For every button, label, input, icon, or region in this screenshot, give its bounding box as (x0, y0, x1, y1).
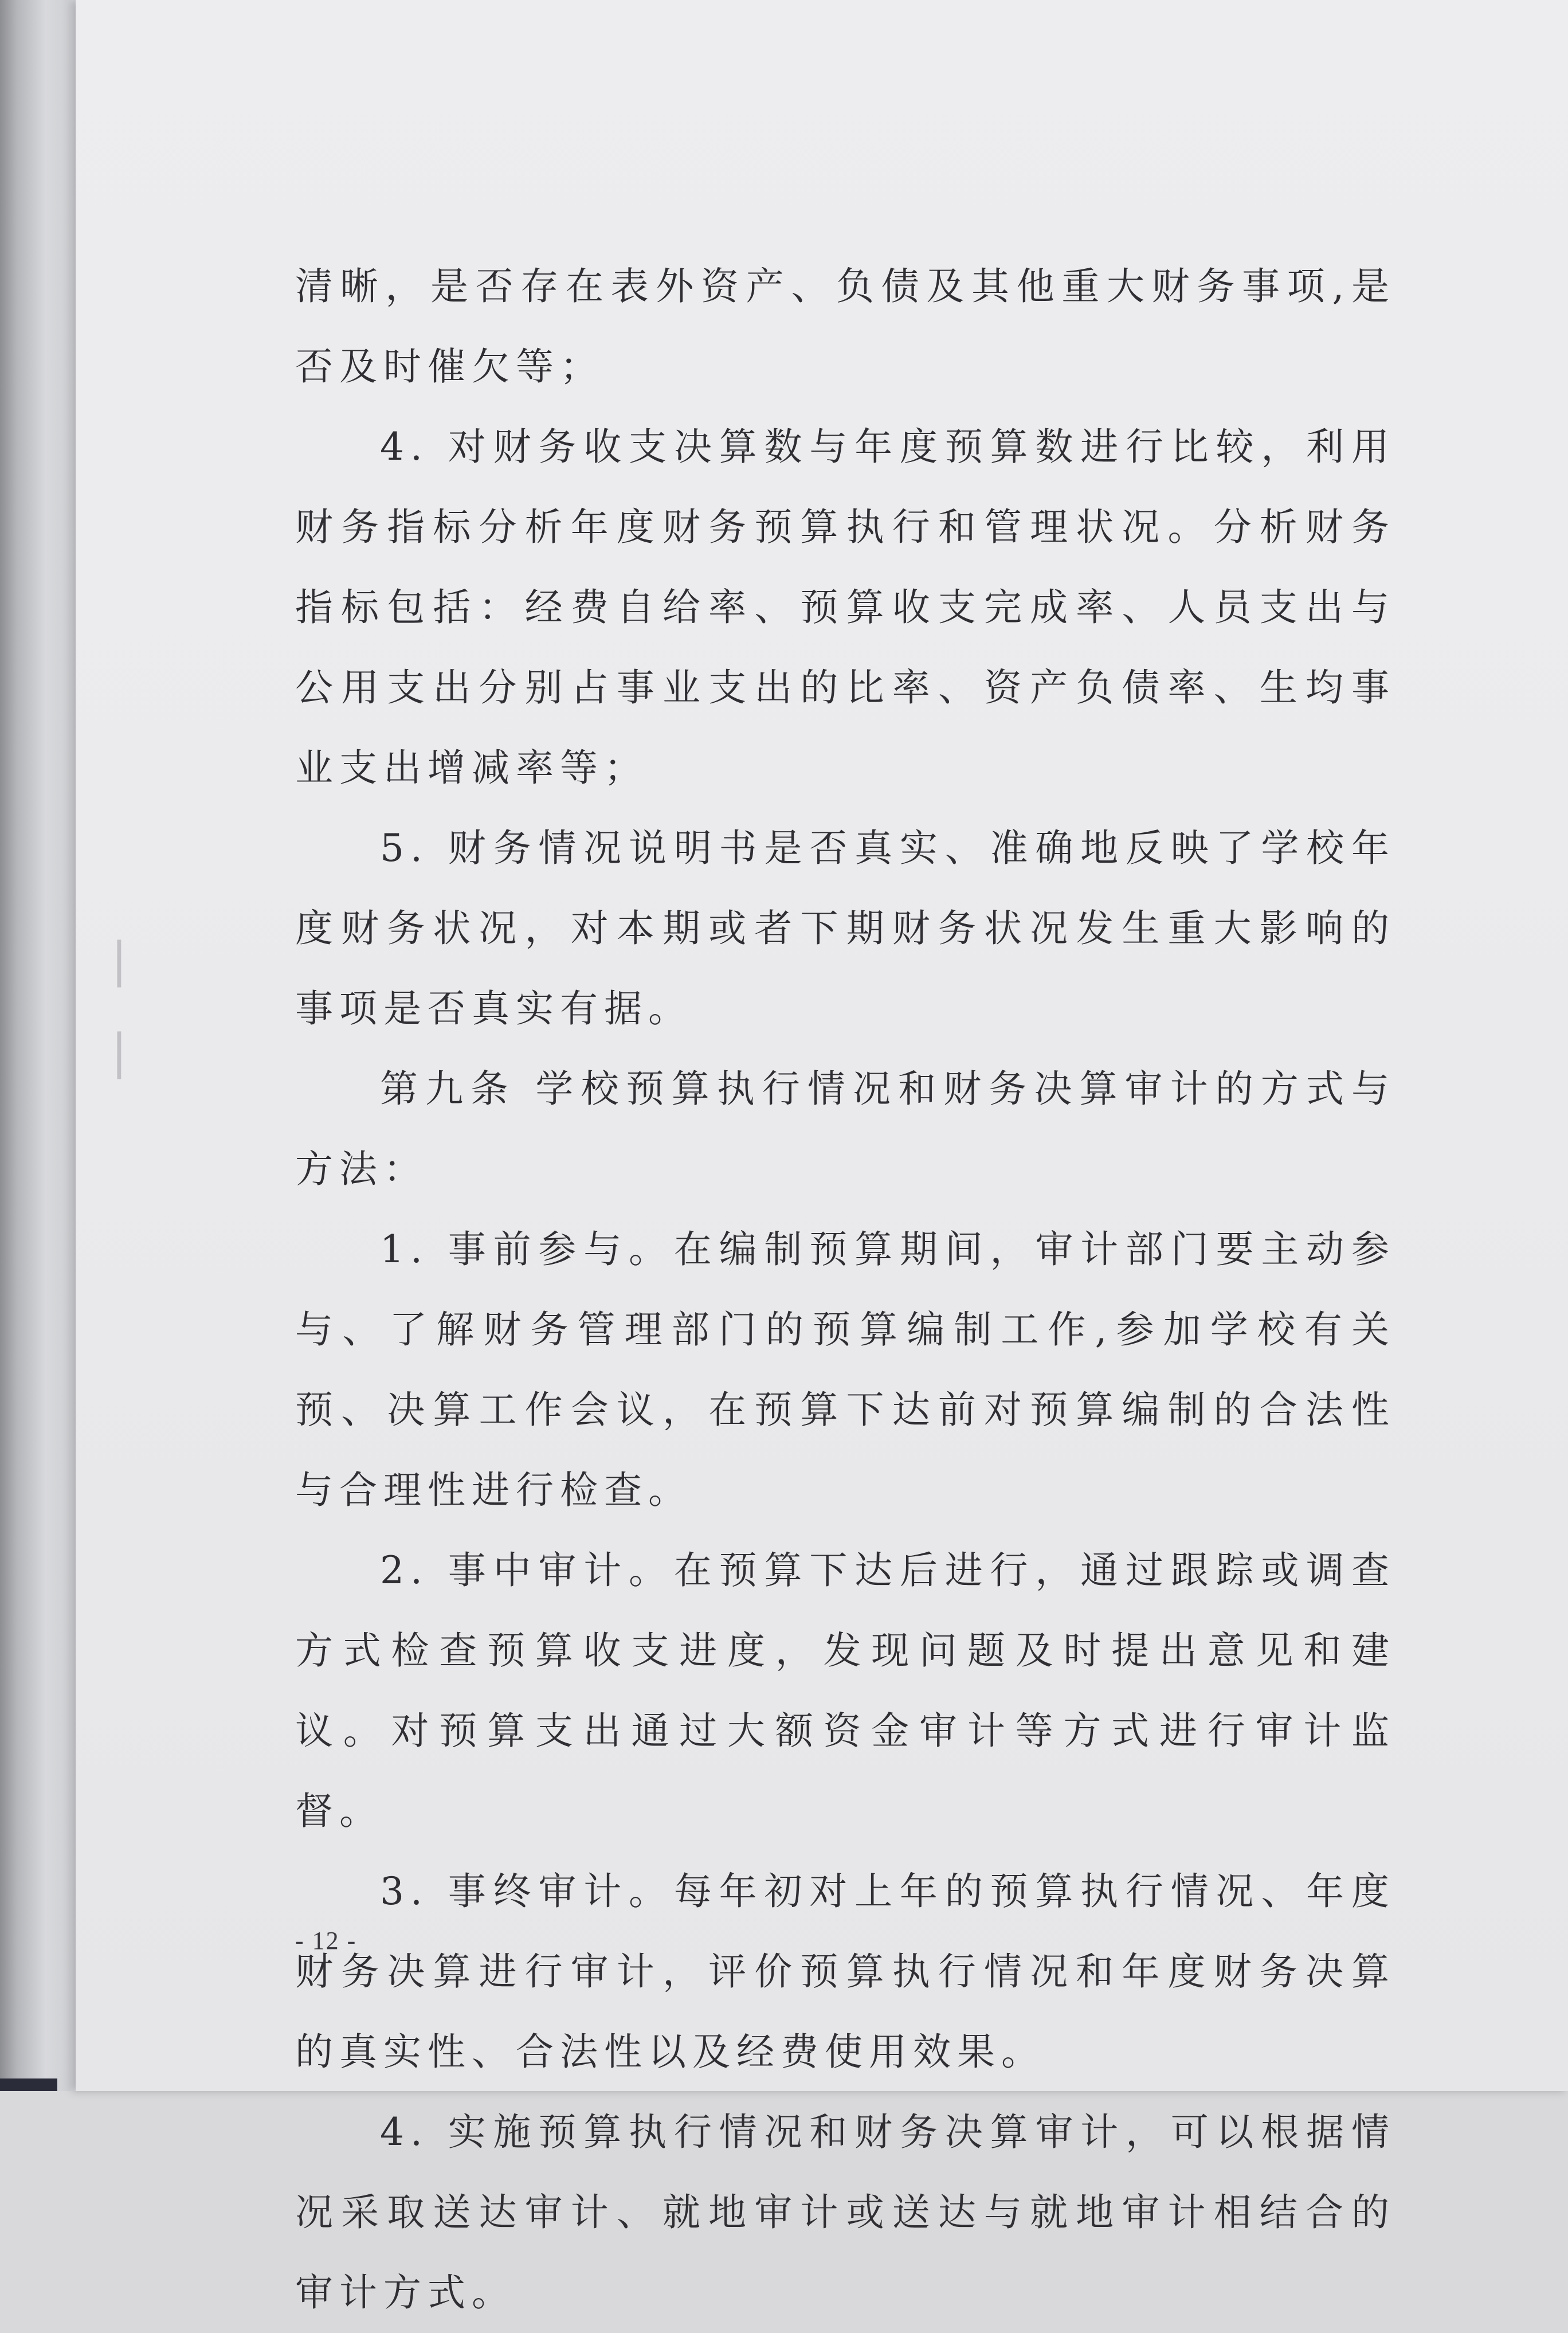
paragraph-method-2: 2. 事中审计。在预算下达后进行，通过跟踪或调查方式检查预算收支进度，发现问题及时提出意见和建议。对预算支出通过大额资金审计等方式进行审计监督。 (295, 1548, 1395, 1833)
document-body (295, 246, 1395, 2333)
desk-edge (0, 2078, 57, 2091)
paragraph-method-1: 1. 事前参与。在编制预算期间，审计部门要主动参与、了解财务管理部门的预算编制工作,参加学校有关预、决算工作会议，在预算下达前对预算编制的合法性与合理性进行检查。 (295, 1227, 1395, 1512)
paragraph-item-5: 5. 财务情况说明书是否真实、准确地反映了学校年度财务状况，对本期或者下期财务状况发生重大影响的事项是否真实有据。 (295, 826, 1395, 1031)
page-number: - 12 - (295, 1927, 357, 1955)
article-9-heading: 第九条 学校预算执行情况和财务决算审计的方式与方法： (295, 1067, 1395, 1191)
bleed-through-mark: ▏ (117, 940, 148, 987)
paragraph-method-4: 4. 实施预算执行情况和财务决算审计，可以根据情况采取送达审计、就地审计或送达与就地审计相结合的审计方式。 (295, 2110, 1395, 2315)
bleed-through-mark: ▏ (117, 1032, 148, 1079)
underlying-page-edge (0, 0, 80, 2091)
paragraph-item-4: 4. 对财务收支决算数与年度预算数进行比较，利用财务指标分析年度财务预算执行和管理状况。分析财务指标包括：经费自给率、预算收支完成率、人员支出与公用支出分别占事业支出的比率、资产负债率、生均事业支出增减率等； (295, 425, 1395, 790)
paragraph-method-3: 3. 事终审计。每年初对上年的预算执行情况、年度财务决算进行审计，评价预算执行情况和年度财务决算的真实性、合法性以及经费使用效果。 (295, 1869, 1395, 2074)
paragraph-continuation: 清晰，是否存在表外资产、负债及其他重大财务事项,是否及时催欠等； (295, 264, 1395, 389)
